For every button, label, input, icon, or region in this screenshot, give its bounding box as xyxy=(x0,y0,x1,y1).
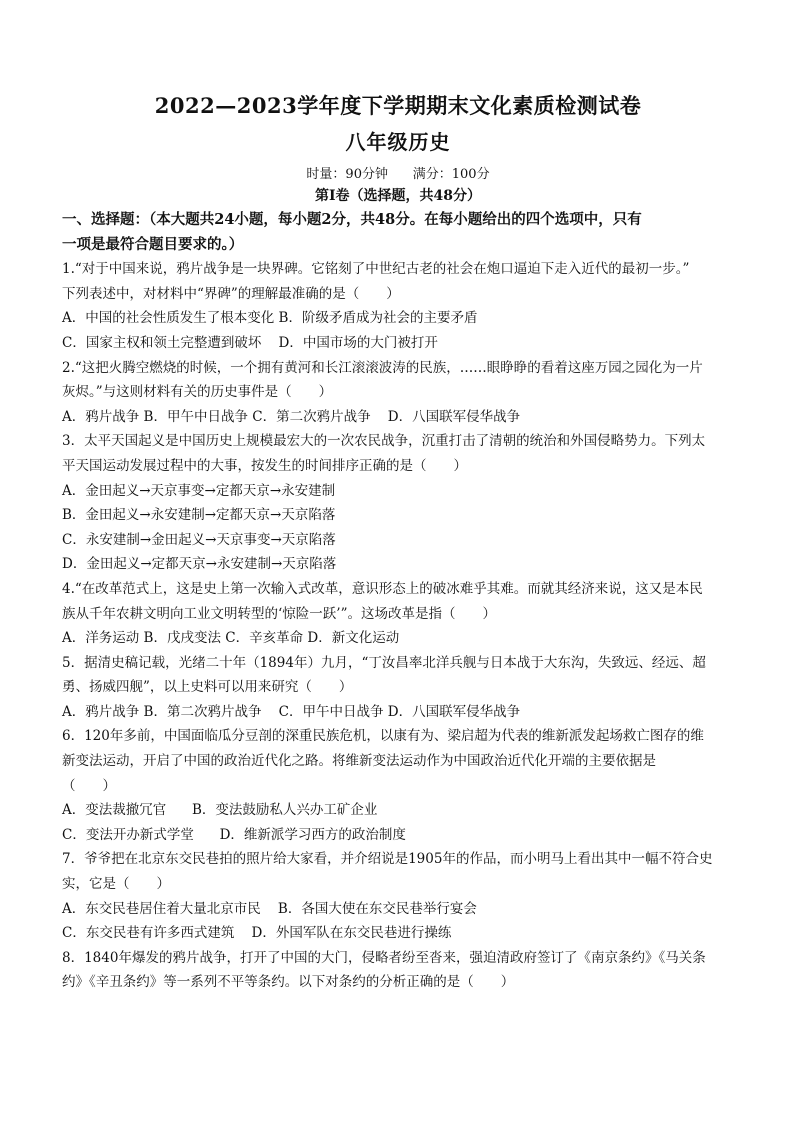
question-8 xyxy=(62,946,734,995)
question-1 xyxy=(62,257,734,355)
question-options-line: A．金田起义→天京事变→定都天京→永安建制 xyxy=(62,482,336,499)
question-7 xyxy=(62,847,734,945)
question-stem-line: （ ） xyxy=(62,777,116,794)
exam-page xyxy=(62,92,734,995)
question-5 xyxy=(62,651,734,725)
question-4 xyxy=(62,577,734,651)
question-stem-line: 灰烬。”与这则材料有关的历史事件是（ ） xyxy=(62,384,333,401)
question-options-line: A．洋务运动 B．戊戌变法 C．辛亥革命 D．新文化运动 xyxy=(62,630,400,647)
question-options-line: C．变法开办新式学堂 D．维新派学习西方的政治制度 xyxy=(62,826,406,843)
question-options-line: C．永安建制→金田起义→天京事变→天京陷落 xyxy=(62,531,336,548)
question-list xyxy=(62,257,734,995)
question-options-line: A．变法裁撤冗官 B．变法鼓励私人兴办工矿企业 xyxy=(62,802,378,819)
question-options-line: C．国家主权和领土完整遭到破坏 D．中国市场的大门被打开 xyxy=(62,334,438,351)
question-stem-line: 勇、扬威四舰”，以上史料可以用来研究（ ） xyxy=(62,679,353,696)
question-stem-line: 平天国运动发展过程中的大事，按发生的时间排序正确的是（ ） xyxy=(62,457,467,474)
question-stem-line: 新变法运动，开启了中国的政治近代化之路。将维新变法运动作为中国政治近代化开端的主要依据是 xyxy=(62,753,656,770)
question-options-line: B．金田起义→永安建制→定都天京→天京陷落 xyxy=(62,507,336,524)
question-options-line: D．金田起义→定都天京→永安建制→天京陷落 xyxy=(62,556,337,573)
question-options-line: C．东交民巷有许多西式建筑 D．外国军队在东交民巷进行操练 xyxy=(62,925,452,942)
question-options-line: A．鸦片战争 B．第二次鸦片战争 C．甲午中日战争 D．八国联军侵华战争 xyxy=(62,703,521,720)
section-instructions-line: 一项是最符合题目要求的。） xyxy=(62,235,244,253)
question-stem-line: 实，它是（ ） xyxy=(62,876,170,893)
section-instructions-line: 一、选择题：（本大题共24小题，每小题2分，共48分。在每小题给出的四个选项中，只有 xyxy=(62,211,642,228)
part-heading: 第Ⅰ卷（选择题，共48分） xyxy=(314,188,482,204)
question-stem-line: 4.“在改革范式上，这是史上第一次输入式改革，意识形态上的破冰难乎其难。而就其经济来说，这又是本民 xyxy=(62,580,703,597)
exam-subtitle: 八年级历史 xyxy=(345,130,451,154)
question-stem-line: 3．太平天国起义是中国历史上规模最宏大的一次农民战争，沉重打击了清朝的统治和外国侵略势力。下列太 xyxy=(62,433,706,450)
exam-meta: 时量：90分钟 满分：100分 xyxy=(306,167,490,182)
question-2 xyxy=(62,356,734,430)
question-stem-line: 1.“对于中国来说，鸦片战争是一块界碑。它铭刻了中世纪古老的社会在炮口逼迫下走入近代的最初一步。” xyxy=(62,261,690,278)
question-options-line: A．中国的社会性质发生了根本变化 B．阶级矛盾成为社会的主要矛盾 xyxy=(62,310,478,327)
question-6 xyxy=(62,724,734,847)
question-options-line: A．鸦片战争 B．甲午中日战争 C．第二次鸦片战争 D．八国联军侵华战争 xyxy=(62,408,521,425)
section-instructions xyxy=(62,208,734,257)
question-3 xyxy=(62,429,734,577)
question-stem-line: 2.“这把火腾空燃烧的时候，一个拥有黄河和长江滚滚波涛的民族，……眼睁睁的看着这座万园之园化为一片 xyxy=(62,359,703,376)
question-options-line: A．东交民巷居住着大量北京市民 B．各国大使在东交民巷举行宴会 xyxy=(62,900,477,917)
question-stem-line: 族从千年农耕文明向工业文明转型的‘惊险一跃’”。这场改革是指（ ） xyxy=(62,605,496,622)
question-stem-line: 5．据清史稿记载，光绪二十年（1894年）九月，“丁汝昌率北洋兵舰与日本战于大东沟，失致远、经远、超 xyxy=(62,654,706,671)
exam-title: 2022—2023学年度下学期期末文化素质检测试卷 xyxy=(154,93,642,118)
question-stem-line: 7．爷爷把在北京东交民巷拍的照片给大家看，并介绍说是1905年的作品，而小明马上看出其中一幅不符合史 xyxy=(62,851,713,868)
question-stem-line: 下列表述中，对材料中“界碑”的理解最准确的是（ ） xyxy=(62,285,400,302)
question-stem-line: 8．1840年爆发的鸦片战争，打开了中国的大门，侵略者纷至沓来，强迫清政府签订了《南京条约》《马关条 xyxy=(62,949,706,966)
question-stem-line: 约》《辛丑条约》等一系列不平等条约。以下对条约的分析正确的是（ ） xyxy=(62,974,515,991)
question-stem-line: 6．120年多前，中国面临瓜分豆剖的深重民族危机，以康有为、梁启超为代表的维新派发起场救亡图存的维 xyxy=(62,728,704,745)
